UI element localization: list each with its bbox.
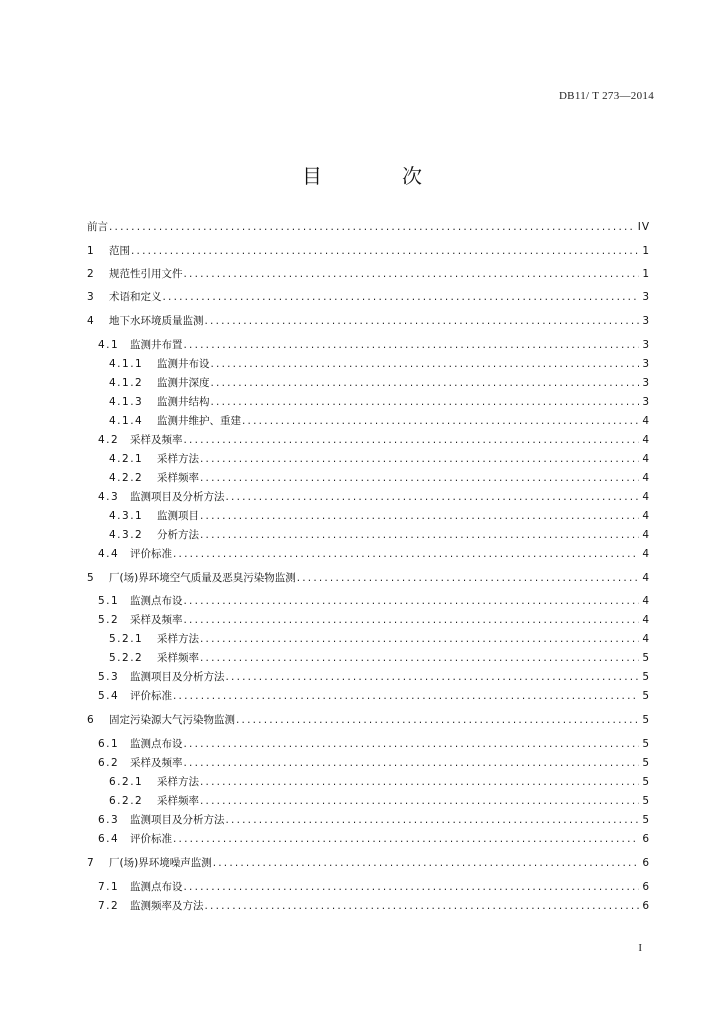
toc-entry[interactable]: [87, 267, 650, 281]
toc-entry[interactable]: [87, 594, 650, 608]
toc-entry-number: 1: [87, 245, 96, 257]
toc-entry-label: 采样方法: [157, 453, 199, 465]
toc-entry-number: 6.1: [98, 738, 120, 750]
toc-leader-dots: [200, 509, 639, 523]
toc-entry[interactable]: [87, 813, 650, 827]
toc-entry-number: 6.2.2: [109, 795, 144, 807]
toc-entry-label: 监测井布置: [130, 339, 183, 351]
toc-entry-number: 5.2.1: [109, 633, 144, 645]
toc-entry[interactable]: [87, 395, 650, 409]
toc-entry-page: 5: [642, 671, 650, 683]
toc-entry[interactable]: [87, 571, 650, 585]
toc-entry-label: 评价标准: [130, 548, 172, 560]
toc-entry-label: 监测项目及分析方法: [130, 491, 225, 503]
toc-leader-dots: [200, 452, 639, 466]
toc-entry-page: 5: [642, 776, 650, 788]
toc-entry-page: 5: [642, 690, 650, 702]
toc-entry-number: 6.3: [98, 814, 120, 826]
toc-entry[interactable]: [87, 220, 650, 234]
toc-entry[interactable]: [87, 832, 650, 846]
toc-entry-page: 4: [642, 548, 650, 560]
toc-entry-page: 3: [642, 358, 650, 370]
toc-leader-dots: [200, 651, 639, 665]
toc-leader-dots: [131, 244, 639, 258]
toc-entry-page: 1: [642, 268, 650, 280]
toc-entry-number: 4.1: [98, 339, 120, 351]
toc-entry[interactable]: [87, 547, 650, 561]
toc-entry[interactable]: [87, 713, 650, 727]
toc-entry-label: 评价标准: [130, 833, 172, 845]
toc-entry-label: 监测频率及方法: [130, 900, 204, 912]
toc-entry[interactable]: [87, 290, 650, 304]
toc-entry-number: 5.3: [98, 671, 120, 683]
toc-entry[interactable]: [87, 689, 650, 703]
toc-entry-label: 厂(场)界环境空气质量及恶臭污染物监测: [109, 572, 296, 584]
toc-entry[interactable]: [87, 471, 650, 485]
toc-leader-dots: [226, 670, 640, 684]
toc-entry-page: 4: [642, 491, 650, 503]
toc-entry-label: 监测项目及分析方法: [130, 814, 225, 826]
toc-entry-number: 5.2: [98, 614, 120, 626]
toc-entry-number: 3: [87, 291, 96, 303]
toc-entry-number: 7.1: [98, 881, 120, 893]
toc-leader-dots: [184, 594, 640, 608]
toc-entry[interactable]: [87, 338, 650, 352]
toc-entry-number: 4.1.1: [109, 358, 144, 370]
toc-entry[interactable]: [87, 670, 650, 684]
toc-entry-page: 3: [642, 396, 650, 408]
toc-leader-dots: [205, 899, 640, 913]
toc-entry-page: 4: [642, 633, 650, 645]
toc-entry-label: 监测井深度: [157, 377, 210, 389]
toc-entry[interactable]: [87, 490, 650, 504]
toc-entry-page: 5: [642, 814, 650, 826]
toc-entry-number: 5: [87, 572, 96, 584]
toc-leader-dots: [184, 613, 640, 627]
toc-entry-number: 5.4: [98, 690, 120, 702]
toc-entry-label: 监测项目: [157, 510, 199, 522]
toc-leader-dots: [184, 433, 640, 447]
toc-leader-dots: [205, 314, 640, 328]
toc-entry-label: 采样方法: [157, 633, 199, 645]
toc-entry[interactable]: [87, 775, 650, 789]
toc-entry-label: 术语和定义: [109, 291, 162, 303]
toc-entry-page: 4: [642, 614, 650, 626]
toc-entry-number: 4.2: [98, 434, 120, 446]
toc-entry-number: 4.3: [98, 491, 120, 503]
toc-entry-label: 采样频率: [157, 652, 199, 664]
toc-entry-label: 采样方法: [157, 776, 199, 788]
toc-leader-dots: [184, 267, 640, 281]
toc-entry-label: 规范性引用文件: [109, 268, 183, 280]
toc-entry[interactable]: [87, 376, 650, 390]
toc-leader-dots: [242, 414, 639, 428]
toc-title: 目 次: [302, 164, 452, 188]
toc-entry-page: 3: [642, 377, 650, 389]
toc-leader-dots: [211, 357, 640, 371]
toc-entry-label: 厂(场)界环境噪声监测: [109, 857, 212, 869]
toc-entry[interactable]: [87, 509, 650, 523]
toc-entry-page: IV: [637, 221, 650, 233]
toc-entry-page: 3: [642, 315, 650, 327]
toc-leader-dots: [226, 813, 640, 827]
toc-leader-dots: [173, 547, 639, 561]
toc-entry-label: 采样频率: [157, 472, 199, 484]
toc-entry-page: 1: [642, 245, 650, 257]
toc-entry-number: 7.2: [98, 900, 120, 912]
toc-leader-dots: [213, 856, 640, 870]
toc-entry-page: 3: [642, 291, 650, 303]
toc-entry-number: 4.1.3: [109, 396, 144, 408]
toc-entry-label: 采样及频率: [130, 757, 183, 769]
toc-entry[interactable]: [87, 528, 650, 542]
toc-leader-dots: [184, 756, 640, 770]
toc-entry-page: 5: [642, 795, 650, 807]
toc-entry-number: 4.2.2: [109, 472, 144, 484]
toc-entry-number: 6.2: [98, 757, 120, 769]
page-folio: I: [638, 942, 642, 954]
toc-entry-label: 前言: [87, 221, 108, 233]
toc-leader-dots: [200, 471, 639, 485]
toc-leader-dots: [184, 338, 640, 352]
document-code: DB11/ T 273—2014: [558, 90, 654, 102]
toc-entry-page: 4: [642, 472, 650, 484]
toc-entry-label: 监测井布设: [157, 358, 210, 370]
toc-entry-number: 4.3.2: [109, 529, 144, 541]
toc-entry[interactable]: [87, 244, 650, 258]
toc-entry-page: 5: [642, 738, 650, 750]
toc-entry-number: 6.4: [98, 833, 120, 845]
toc-entry-page: 4: [642, 415, 650, 427]
toc-leader-dots: [109, 220, 635, 234]
toc-entry-page: 4: [642, 434, 650, 446]
toc-entry-page: 5: [642, 714, 650, 726]
toc-entry-page: 5: [642, 652, 650, 664]
toc-entry-label: 采样及频率: [130, 614, 183, 626]
toc-entry-label: 地下水环境质量监测: [109, 315, 204, 327]
toc-leader-dots: [200, 632, 639, 646]
toc-entry-page: 5: [642, 757, 650, 769]
toc-entry[interactable]: [87, 632, 650, 646]
toc-leader-dots: [211, 376, 640, 390]
toc-entry-label: 监测点布设: [130, 881, 183, 893]
toc-entry-number: 4.3.1: [109, 510, 144, 522]
toc-leader-dots: [226, 490, 640, 504]
toc-entry[interactable]: [87, 856, 650, 870]
toc-entry-page: 4: [642, 510, 650, 522]
toc-entry[interactable]: [87, 737, 650, 751]
toc-entry-label: 监测井结构: [157, 396, 210, 408]
toc-entry[interactable]: [87, 452, 650, 466]
toc-leader-dots: [184, 880, 640, 894]
toc-entry-label: 采样频率: [157, 795, 199, 807]
toc-leader-dots: [297, 571, 640, 585]
toc-entry-number: 4.1.2: [109, 377, 144, 389]
toc-entry[interactable]: [87, 899, 650, 913]
toc-entry-page: 4: [642, 595, 650, 607]
toc-entry-label: 监测点布设: [130, 738, 183, 750]
toc-entry-label: 范围: [109, 245, 130, 257]
toc-entry[interactable]: [87, 357, 650, 371]
toc-entry-label: 监测井维护、重建: [157, 415, 241, 427]
toc-entry-page: 6: [642, 881, 650, 893]
toc-entry[interactable]: [87, 414, 650, 428]
toc-entry-label: 采样及频率: [130, 434, 183, 446]
toc-entry-page: 4: [642, 572, 650, 584]
toc-entry-page: 3: [642, 339, 650, 351]
toc-entry-number: 4: [87, 315, 96, 327]
toc-leader-dots: [200, 794, 639, 808]
toc-entry-number: 7: [87, 857, 96, 869]
toc-entry[interactable]: [87, 756, 650, 770]
toc-entry-page: 6: [642, 857, 650, 869]
toc-entry-number: 5.2.2: [109, 652, 144, 664]
toc-entry-number: 5.1: [98, 595, 120, 607]
toc-entry[interactable]: [87, 880, 650, 894]
toc-leader-dots: [236, 713, 639, 727]
toc-entry-page: 6: [642, 833, 650, 845]
toc-entry-label: 监测项目及分析方法: [130, 671, 225, 683]
toc-leader-dots: [163, 290, 640, 304]
toc-entry-number: 4.2.1: [109, 453, 144, 465]
toc-entry-label: 评价标准: [130, 690, 172, 702]
toc-entry[interactable]: [87, 651, 650, 665]
toc-leader-dots: [184, 737, 640, 751]
toc-leader-dots: [200, 528, 639, 542]
toc-entry-page: 4: [642, 529, 650, 541]
toc-entry-label: 固定污染源大气污染物监测: [109, 714, 235, 726]
toc-entry[interactable]: [87, 314, 650, 328]
toc-entry-page: 4: [642, 453, 650, 465]
toc-entry[interactable]: [87, 794, 650, 808]
toc-entry-page: 6: [642, 900, 650, 912]
toc-entry[interactable]: [87, 613, 650, 627]
toc-entry-label: 监测点布设: [130, 595, 183, 607]
toc-entry-number: 4.4: [98, 548, 120, 560]
toc-leader-dots: [200, 775, 639, 789]
toc-entry-number: 6: [87, 714, 96, 726]
toc-entry[interactable]: [87, 433, 650, 447]
toc-leader-dots: [173, 689, 639, 703]
toc-leader-dots: [173, 832, 639, 846]
toc-leader-dots: [211, 395, 640, 409]
toc-entry-number: 6.2.1: [109, 776, 144, 788]
toc-entry-label: 分析方法: [157, 529, 199, 541]
toc-entry-number: 4.1.4: [109, 415, 144, 427]
toc-entry-number: 2: [87, 268, 96, 280]
